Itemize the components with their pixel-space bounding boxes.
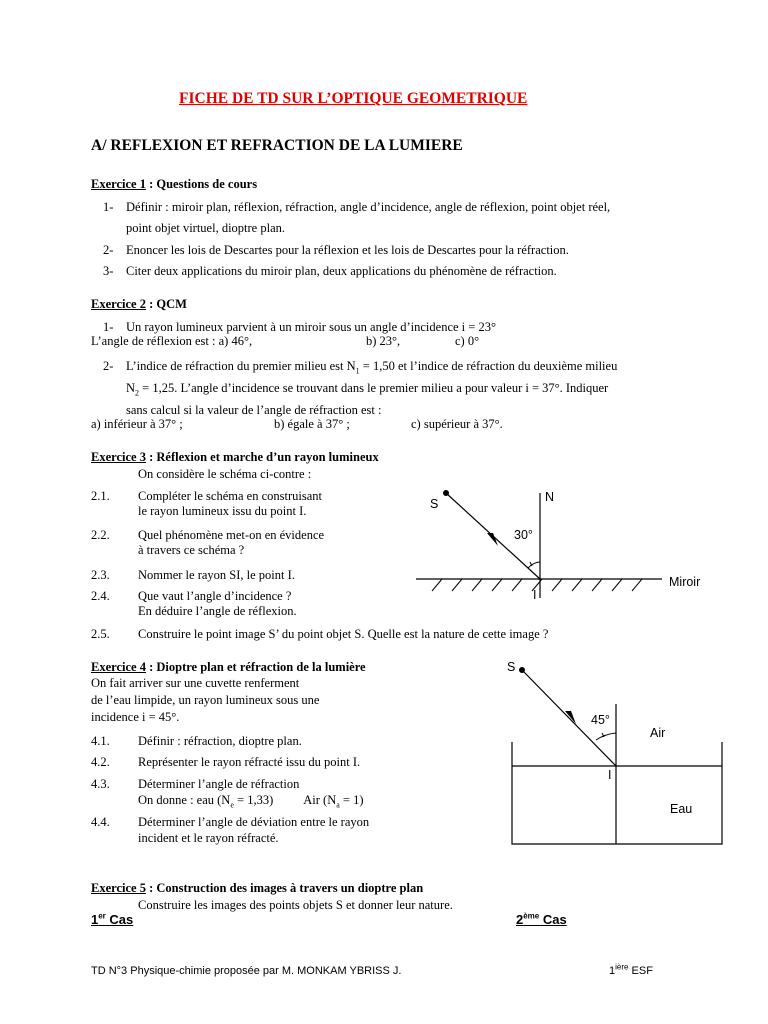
ex3-item-5-text: Construire le point image S’ du point objet S. Quelle est la nature de cette image ?	[138, 627, 549, 641]
ex3-item-3-text: Nommer le rayon SI, le point I.	[138, 568, 295, 582]
water-label: Eau	[670, 802, 693, 816]
ex3-intro: On considère le schéma ci-contre :	[138, 467, 312, 481]
exercise-1-heading: Exercice 1 : Questions de cours	[91, 177, 258, 191]
ex4-item-4-text: Déterminer l’angle de déviation entre le rayon	[138, 815, 370, 829]
ex3-item-2-number: 2.2.	[91, 528, 110, 542]
air-label: Air	[650, 726, 666, 740]
ex3-item-4-text: Que vaut l’angle d’incidence ?	[138, 589, 292, 603]
ex4-item-2-text: Représenter le rayon réfracté issu du point I.	[138, 755, 361, 769]
exercise-4-heading: Exercice 4 : Dioptre plan et réfraction de la lumière	[91, 660, 366, 674]
point-s-dot	[519, 667, 525, 673]
point-i-label: I	[608, 768, 612, 782]
angle-label: 45°	[591, 713, 610, 727]
exercise-2-heading: Exercice 2 : QCM	[91, 297, 187, 311]
ex4-intro-line-3: incidence i = 45°.	[91, 710, 180, 724]
footer-class: $1^{ière}$ ESF	[609, 962, 653, 977]
ex2-q1-option-b: b) 23°,	[366, 334, 401, 348]
incident-ray-arrow	[565, 711, 576, 724]
ex1-item-2-number: 2-	[103, 243, 114, 257]
ex2-q1-text: Un rayon lumineux parvient à un miroir sous un angle d’incidence i = 23°	[126, 320, 496, 334]
ex2-q2-number: 2-	[103, 359, 114, 373]
mirror-label: Miroir	[669, 575, 701, 589]
ex2-q2-option-b: b) égale à 37° ;	[274, 417, 350, 431]
ex1-item-1-number: 1-	[103, 200, 114, 214]
exercise-3-heading: Exercice 3 : Réflexion et marche d’un rayon lumineux	[91, 450, 379, 464]
page-title: FICHE DE TD SUR L’OPTIQUE GEOMETRIQUE	[179, 90, 528, 107]
ex4-item-3-number: 4.3.	[91, 777, 110, 791]
ex4-item-1-text: Définir : réfraction, dioptre plan.	[138, 734, 302, 748]
ex2-q2-line-3: sans calcul si la valeur de l’angle de réfraction est :	[126, 403, 382, 417]
ex2-q1-option-a: L’angle de réflexion est : a) 46°,	[91, 334, 253, 348]
ex2-q2-option-a: a) inférieur à 37° ;	[91, 417, 183, 431]
ex1-item-3-text: Citer deux applications du miroir plan, deux applications du phénomène de réfraction.	[126, 264, 557, 278]
ex4-item-2-number: 4.2.	[91, 755, 110, 769]
ex3-item-4-number: 2.4.	[91, 589, 110, 603]
ex1-item-1-text-cont: point objet virtuel, dioptre plan.	[126, 221, 285, 235]
ex2-q2-line-2: $N_2 = 1,25$. L’angle d’incidence se trouvant dans le premier milieu a pour valeur i = 37°. Indiquer	[126, 381, 609, 398]
ex1-item-1-text: Définir : miroir plan, réflexion, réfraction, angle d’incidence, angle de réflexion, point objet réel,	[126, 200, 611, 214]
angle-label: 30°	[514, 528, 533, 542]
point-s-label: S	[430, 497, 439, 511]
ex3-item-1-text: Compléter le schéma en construisant	[138, 489, 322, 503]
case-1-heading: 1er Cas	[91, 911, 134, 927]
ex4-intro-line-2: de l’eau limpide, un rayon lumineux sous une	[91, 693, 320, 707]
ex3-item-2-text-cont: à travers ce schéma ?	[138, 543, 245, 557]
ex3-item-1-number: 2.1.	[91, 489, 110, 503]
footer-credit: TD N°3 Physique-chimie proposée par M. MONKAM YBRISS J.	[91, 965, 402, 977]
ex1-item-3-number: 3-	[103, 264, 114, 278]
ex3-item-4-text-cont: En déduire l’angle de réflexion.	[138, 604, 297, 618]
ex4-item-4-text-cont: incident et le rayon réfracté.	[138, 831, 279, 845]
ex4-item-3-text: Déterminer l’angle de réfraction	[138, 777, 300, 791]
point-i-label: I	[533, 588, 537, 602]
section-heading: A/ REFLEXION ET REFRACTION DE LA LUMIERE	[91, 137, 463, 154]
ex4-item-4-number: 4.4.	[91, 815, 110, 829]
ex1-item-2-text: Enoncer les lois de Descartes pour la réflexion et les lois de Descartes pour la réfraction.	[126, 243, 569, 257]
ex4-item-1-number: 4.1.	[91, 734, 110, 748]
ex2-q1-option-c: c) 0°	[455, 334, 480, 348]
ex2-q2-line-1: L’indice de réfraction du premier milieu est $N_1 = 1,50$ et l’indice de réfraction du deuxième milieu	[126, 359, 618, 376]
normal-n-label: N	[545, 490, 555, 504]
ex3-item-3-number: 2.3.	[91, 568, 110, 582]
ex2-q2-option-c: c) supérieur à 37°.	[411, 417, 503, 431]
angle-arc	[596, 733, 616, 740]
ex3-item-5-number: 2.5.	[91, 627, 110, 641]
case-2-heading: 2ème Cas	[516, 911, 567, 927]
ex4-given-data: On donne : eau $(N_e = 1,33)$ Air $(N_a = 1)$	[138, 793, 364, 810]
ex3-item-1-text-cont: le rayon lumineux issu du point I.	[138, 504, 307, 518]
ex3-item-2-text: Quel phénomène met-on en évidence	[138, 528, 325, 542]
exercise-5-heading: Exercice 5 : Construction des images à travers un dioptre plan	[91, 881, 424, 895]
ex4-intro-line-1: On fait arriver sur une cuvette renferment	[91, 676, 300, 690]
ex5-intro: Construire les images des points objets S et donner leur nature.	[138, 898, 453, 912]
point-s-label: S	[507, 660, 516, 674]
tank-outline	[512, 742, 722, 844]
ex2-q1-number: 1-	[103, 320, 114, 334]
